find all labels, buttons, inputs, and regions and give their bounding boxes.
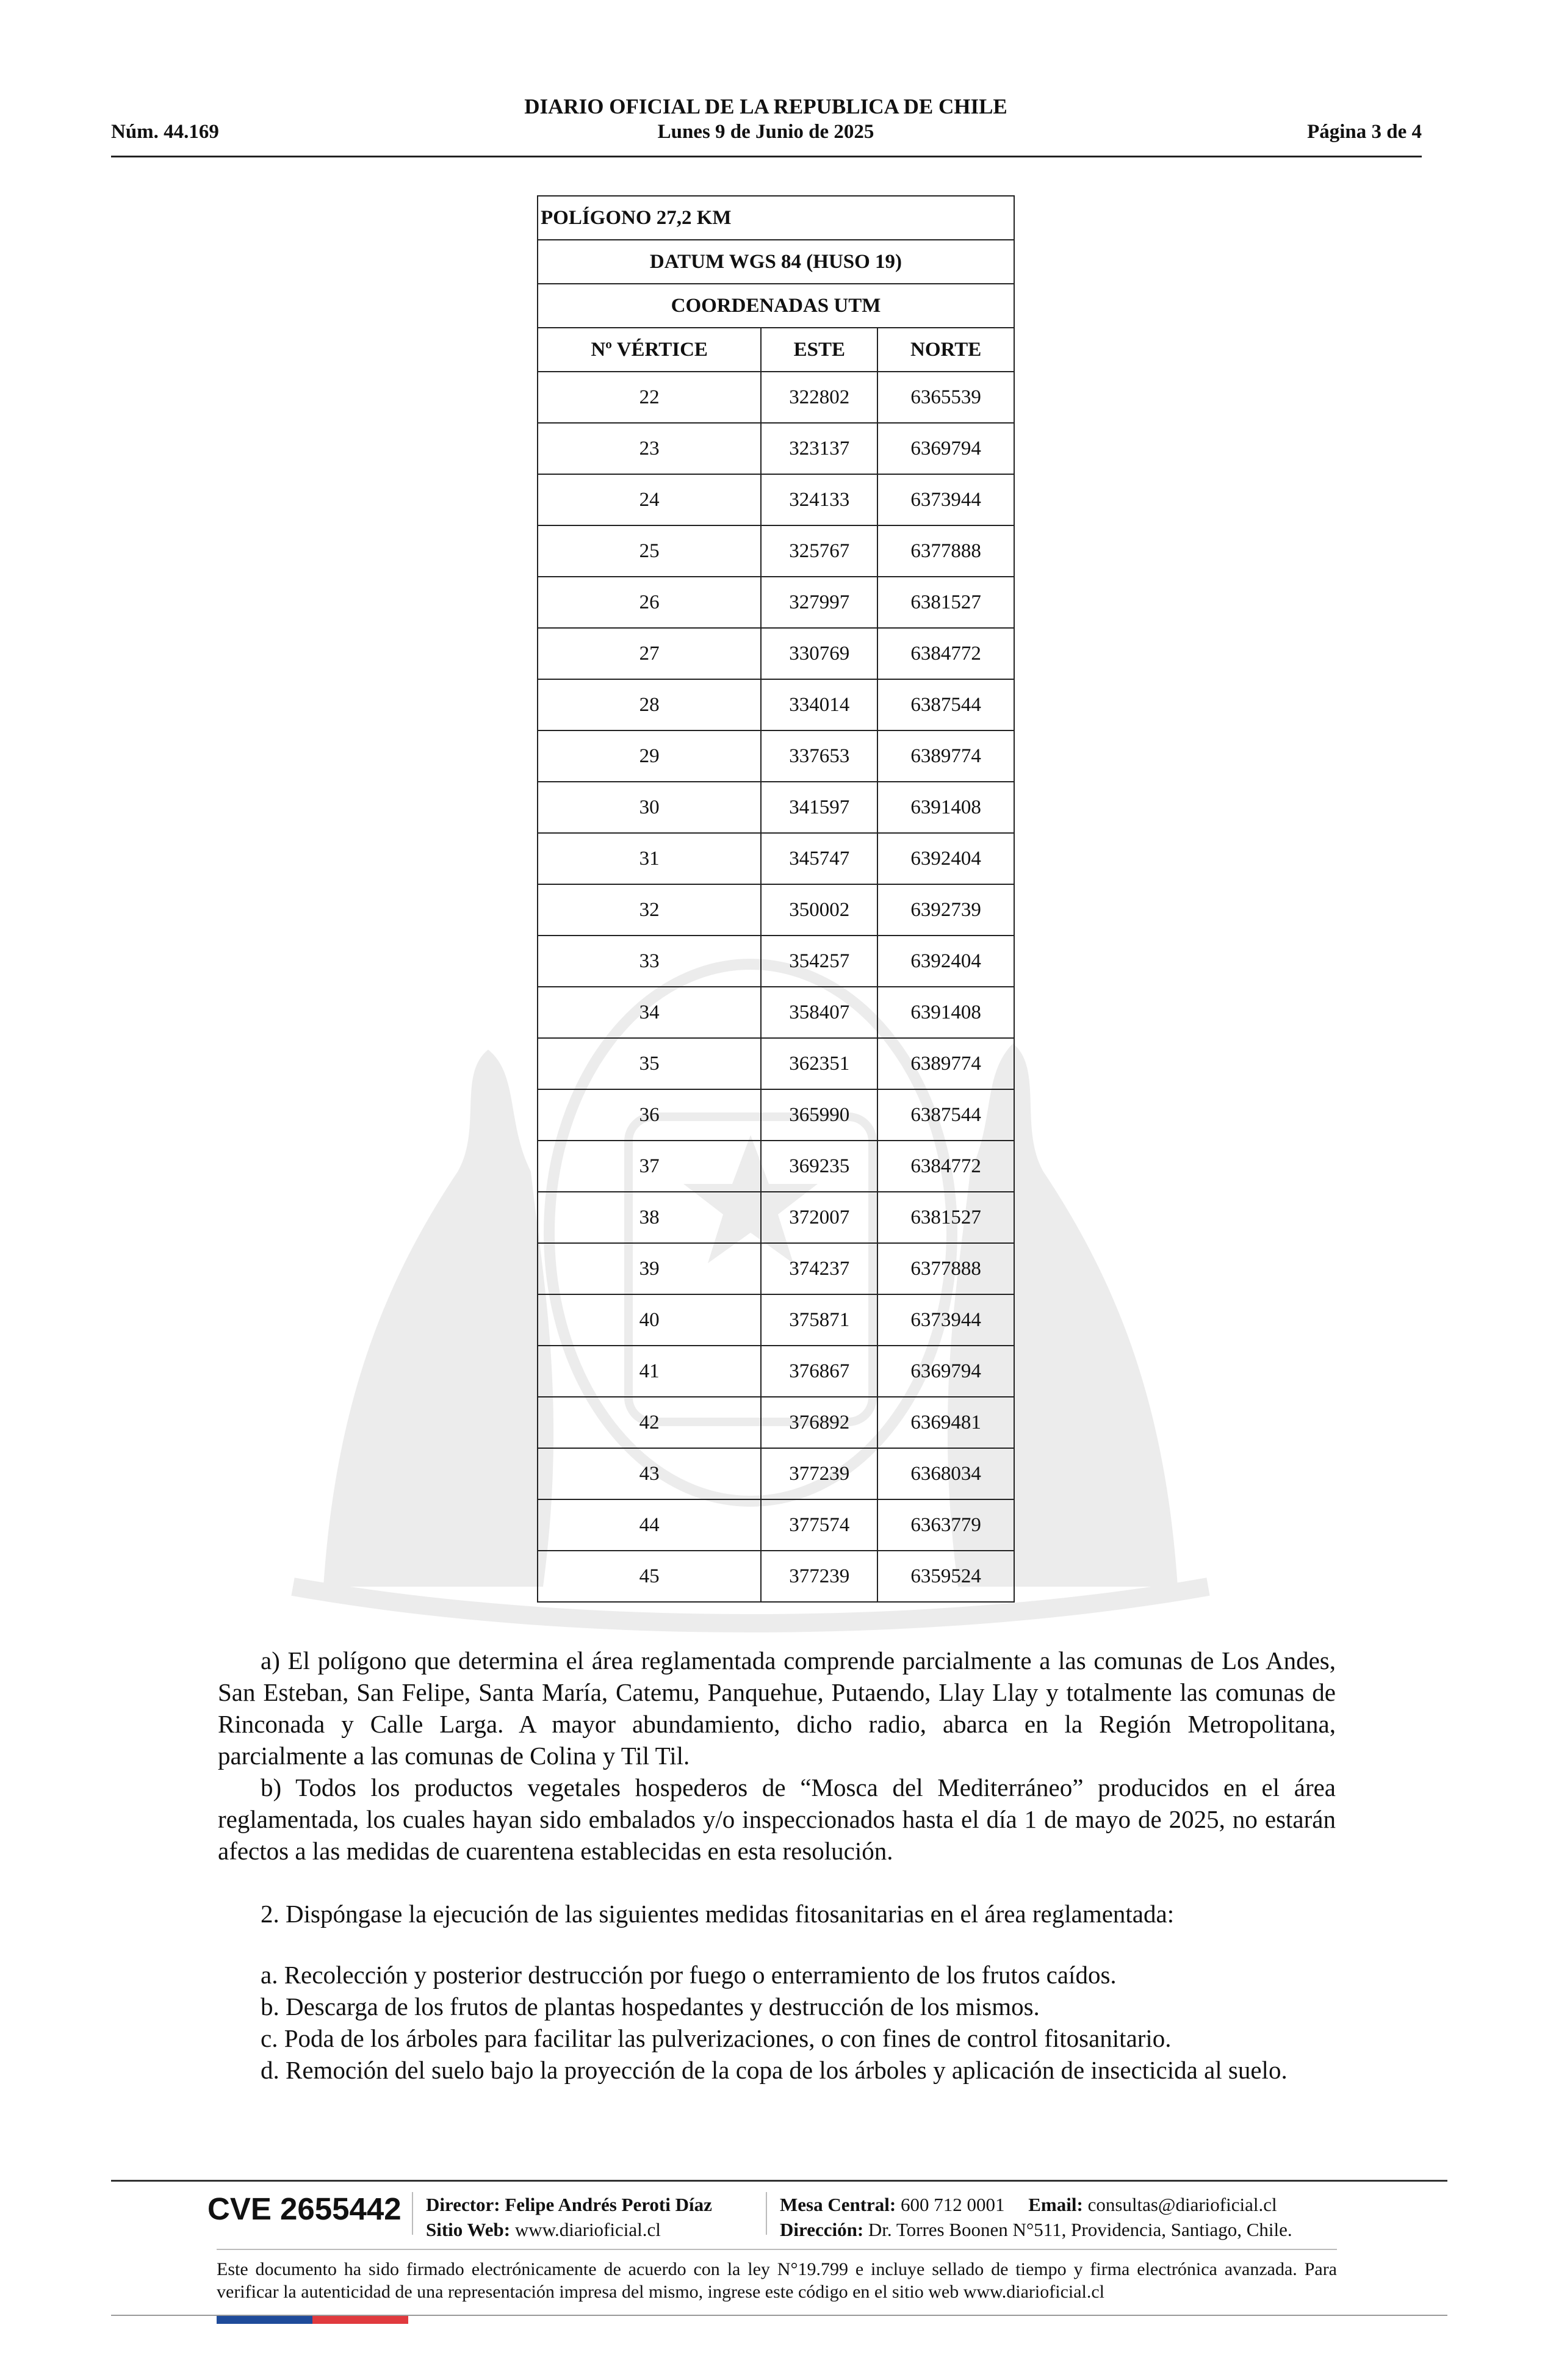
norte-cell: 6377888 [877,525,1014,577]
norte-cell: 6373944 [877,474,1014,525]
norte-cell: 6381527 [877,577,1014,628]
vertex-cell: 28 [538,679,761,730]
vertex-cell: 45 [538,1551,761,1602]
website-label: Sitio Web: [426,2219,511,2240]
table-row [538,1397,1014,1448]
este-cell: 369235 [761,1141,877,1192]
vertex-cell: 43 [538,1448,761,1499]
norte-cell: 6384772 [877,628,1014,679]
table-row [538,628,1014,679]
footer-separator-2 [766,2192,767,2235]
newspaper-title: DIARIO OFICIAL DE LA REPUBLICA DE CHILE [524,95,1007,118]
vertex-cell: 42 [538,1397,761,1448]
norte-cell: 6368034 [877,1448,1014,1499]
norte-cell: 6389774 [877,1038,1014,1089]
table-row [538,1089,1014,1141]
norte-cell: 6392739 [877,884,1014,936]
table-row [538,1294,1014,1346]
measure-item-a: a. Recolección y posterior destrucción por fuego o enterramiento de los frutos caídos. [261,1961,1117,1989]
coordinates-table [537,195,1015,1603]
vertex-cell: 29 [538,730,761,782]
este-cell: 377574 [761,1499,877,1551]
norte-cell: 6391408 [877,987,1014,1038]
este-cell: 325767 [761,525,877,577]
footer-website [426,2217,661,2242]
page-indicator: Página 3 de 4 [1307,121,1422,143]
email-address[interactable]: consultas@diarioficial.cl [1087,2194,1277,2215]
table-row [538,1192,1014,1243]
table-row [538,525,1014,577]
norte-cell: 6369481 [877,1397,1014,1448]
vertex-cell: 40 [538,1294,761,1346]
vertex-cell: 39 [538,1243,761,1294]
este-cell: 345747 [761,833,877,884]
este-cell: 376892 [761,1397,877,1448]
cve-code: CVE 2655442 [207,2191,402,2226]
flag-stripe-blue [217,2316,312,2324]
column-header-este: ESTE [761,328,877,372]
este-cell: 322802 [761,372,877,423]
vertex-cell: 31 [538,833,761,884]
director-label: Director: [426,2194,500,2215]
norte-cell: 6369794 [877,1346,1014,1397]
footer-inner-divider [217,2249,1337,2250]
vertex-cell: 27 [538,628,761,679]
footer-address [780,2217,1292,2242]
este-cell: 374237 [761,1243,877,1294]
este-cell: 334014 [761,679,877,730]
este-cell: 323137 [761,423,877,474]
norte-cell: 6392404 [877,833,1014,884]
este-cell: 377239 [761,1448,877,1499]
este-cell: 354257 [761,936,877,987]
table-row [538,1141,1014,1192]
norte-cell: 6365539 [877,372,1014,423]
email-label: Email: [1028,2194,1083,2215]
norte-cell: 6387544 [877,679,1014,730]
vertex-cell: 35 [538,1038,761,1089]
norte-cell: 6392404 [877,936,1014,987]
table-system: COORDENADAS UTM [538,284,1014,328]
table-row [538,679,1014,730]
norte-cell: 6389774 [877,730,1014,782]
table-row [538,423,1014,474]
issue-number: Núm. 44.169 [111,121,219,143]
este-cell: 330769 [761,628,877,679]
signature-note: Este documento ha sido firmado electrónicamente de acuerdo con la ley N°19.799 e incluye sellado de tiempo y firma electrónica avanzada. Para verificar la autenticidad de una representación impresa del mismo, ingrese este código en el sitio web www.diarioficial.cl [217,2259,1337,2302]
norte-cell: 6363779 [877,1499,1014,1551]
este-cell: 372007 [761,1192,877,1243]
vertex-cell: 25 [538,525,761,577]
director-name: Felipe Andrés Peroti Díaz [505,2194,712,2215]
footer-separator [412,2192,413,2235]
este-cell: 375871 [761,1294,877,1346]
norte-cell: 6377888 [877,1243,1014,1294]
norte-cell: 6384772 [877,1141,1014,1192]
table-row [538,474,1014,525]
table-row [538,730,1014,782]
footer-director [426,2192,712,2217]
paragraph-a: a) El polígono que determina el área reglamentada comprende parcialmente a las comunas de Los Andes, San Esteban, San Felipe, Santa María, Catemu, Panquehue, Putaendo, Llay Llay y totalmente las comunas de Rinconada y Calle Larga. A mayor abundamiento, dicho radio, abarca en la Región Metropolitana, parcialmente a las comunas de Colina y Til Til. [218,1646,1336,1770]
address-label: Dirección: [780,2219,864,2240]
vertex-cell: 41 [538,1346,761,1397]
phone-label: Mesa Central: [780,2194,896,2215]
table-row [538,1243,1014,1294]
este-cell: 327997 [761,577,877,628]
table-caption: POLÍGONO 27,2 KM [538,196,1014,240]
column-header-vertex: Nº VÉRTICE [538,328,761,372]
vertex-cell: 22 [538,372,761,423]
este-cell: 324133 [761,474,877,525]
table-row [538,1346,1014,1397]
table-row [538,372,1014,423]
paragraph-b: b) Todos los productos vegetales hospederos de “Mosca del Mediterráneo” producidos en el área reglamentada, los cuales hayan sido embalados y/o inspeccionados hasta el día 1 de mayo de 2025, no estarán afectos a las medidas de cuarentena establecidas en esta resolución. [218,1773,1336,1865]
vertex-cell: 24 [538,474,761,525]
norte-cell: 6381527 [877,1192,1014,1243]
table-datum: DATUM WGS 84 (HUSO 19) [538,240,1014,284]
norte-cell: 6359524 [877,1551,1014,1602]
table-row [538,884,1014,936]
measure-item-b: b. Descarga de los frutos de plantas hospedantes y destrucción de los mismos. [261,1992,1040,2021]
column-header-norte: NORTE [877,328,1014,372]
issue-date: Lunes 9 de Junio de 2025 [657,121,874,143]
table-row [538,987,1014,1038]
table-body [538,372,1014,1602]
norte-cell: 6391408 [877,782,1014,833]
este-cell: 350002 [761,884,877,936]
vertex-cell: 38 [538,1192,761,1243]
vertex-cell: 36 [538,1089,761,1141]
phone-number: 600 712 0001 [901,2194,1005,2215]
este-cell: 362351 [761,1038,877,1089]
este-cell: 341597 [761,782,877,833]
vertex-cell: 33 [538,936,761,987]
norte-cell: 6373944 [877,1294,1014,1346]
vertex-cell: 30 [538,782,761,833]
table-row [538,1448,1014,1499]
table-row [538,1551,1014,1602]
table-row [538,577,1014,628]
paragraph-2: 2. Dispóngase la ejecución de las siguientes medidas fitosanitarias en el área reglamentada: [261,1900,1175,1928]
vertex-cell: 37 [538,1141,761,1192]
norte-cell: 6369794 [877,423,1014,474]
table-row [538,936,1014,987]
table-row [538,1499,1014,1551]
vertex-cell: 26 [538,577,761,628]
footer-divider [111,2180,1447,2182]
website-link[interactable]: www.diarioficial.cl [514,2219,661,2240]
vertex-cell: 23 [538,423,761,474]
header-divider [111,156,1422,157]
este-cell: 358407 [761,987,877,1038]
address-text: Dr. Torres Boonen N°511, Providencia, Santiago, Chile. [868,2219,1292,2240]
norte-cell: 6387544 [877,1089,1014,1141]
vertex-cell: 44 [538,1499,761,1551]
vertex-cell: 34 [538,987,761,1038]
measure-item-d: d. Remoción del suelo bajo la proyección de la copa de los árboles y aplicación de insecticida al suelo. [261,2056,1288,2084]
este-cell: 337653 [761,730,877,782]
este-cell: 365990 [761,1089,877,1141]
table-row [538,1038,1014,1089]
este-cell: 377239 [761,1551,877,1602]
footer-contact [780,2192,1277,2217]
vertex-cell: 32 [538,884,761,936]
table-row [538,833,1014,884]
table-row [538,782,1014,833]
este-cell: 376867 [761,1346,877,1397]
flag-stripe-red [312,2316,408,2324]
measure-item-c: c. Poda de los árboles para facilitar las pulverizaciones, o con fines de control fitosanitario. [261,2024,1172,2052]
